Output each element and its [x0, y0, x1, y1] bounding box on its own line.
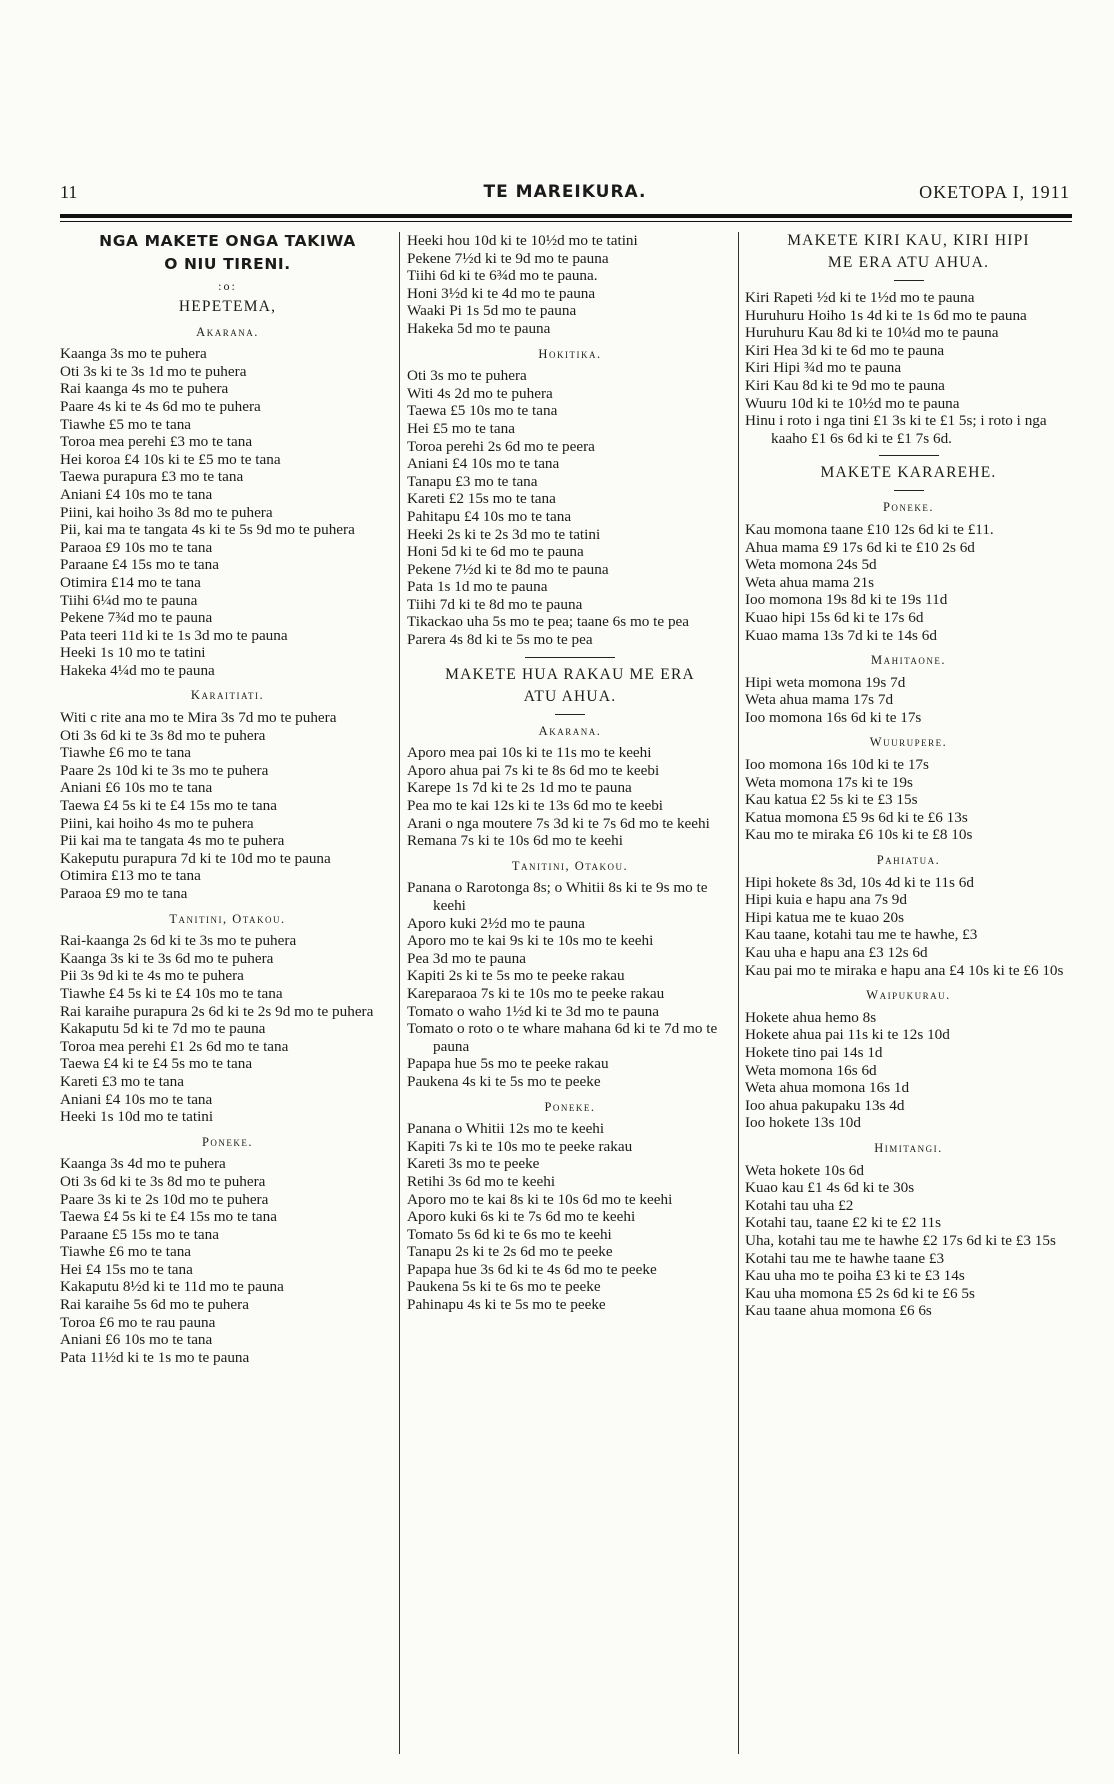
- price-line: Tiihi 7d ki te 8d mo te pauna: [407, 595, 583, 613]
- price-line: Aporo mea pai 10s ki te 11s mo te keehi: [407, 744, 652, 762]
- price-line: Hipi weta momona 19s 7d: [745, 673, 906, 691]
- price-line: Tiihi 6d ki te 6¾d mo te pauna.: [407, 267, 598, 285]
- price-line: Kiri Hipi ¾d mo te pauna: [745, 359, 902, 377]
- price-line: Tiawhe £4 5s ki te £4 10s mo te tana: [60, 984, 283, 1002]
- price-line: Tomato o waho 1½d ki te 3d mo te pauna: [407, 1002, 660, 1020]
- price-line: Piini, kai hoiho 3s 8d mo te puhera: [60, 503, 273, 521]
- price-line: Kareti £2 15s mo te tana: [407, 490, 556, 508]
- price-line: Pea 3d mo te pauna: [407, 949, 526, 967]
- price-line: Huruhuru Kau 8d ki te 10¼d mo te pauna: [745, 324, 999, 342]
- section-heading: O NIU TIRENI.: [164, 255, 291, 273]
- price-line: Weta momona 17s ki te 19s: [745, 773, 913, 791]
- price-line: Rai karaihe purapura 2s 6d ki te 2s 9d mo te puhera: [60, 1002, 374, 1020]
- price-line: Parera 4s 8d ki te 5s mo te pea: [407, 631, 593, 649]
- price-line: Papapa hue 5s mo te peeke rakau: [407, 1055, 609, 1073]
- price-line: Hokete ahua pai 11s ki te 12s 10d: [745, 1026, 950, 1044]
- price-line: Kaanga 3s 4d mo te puhera: [60, 1155, 226, 1173]
- ornament: :o:: [218, 279, 237, 293]
- market-town-title: Karaitiati.: [190, 688, 265, 703]
- market-town-title: Poneke.: [544, 1099, 596, 1114]
- header-rule-thin: [60, 221, 1072, 222]
- separator: [894, 280, 924, 281]
- price-line: Kau taane, kotahi tau me te hawhe, £3: [745, 926, 978, 944]
- price-line: Pata teeri 11d ki te 1s 3d mo te pauna: [60, 626, 288, 644]
- price-line: Tomato 5s 6d ki te 6s mo te keehi: [407, 1225, 612, 1243]
- separator: [879, 455, 939, 456]
- price-line: Otimira £14 mo te tana: [60, 573, 201, 591]
- price-line: Ioo momona 19s 8d ki te 19s 11d: [745, 591, 948, 609]
- price-line: Oti 3s 6d ki te 3s 8d mo te puhera: [60, 726, 266, 744]
- market-section: [745, 852, 1072, 979]
- price-line: Weta ahua momona 16s 1d: [745, 1079, 910, 1097]
- price-line: Weta ahua mama 17s 7d: [745, 691, 894, 709]
- price-line: Kau uha momona £5 2s 6d ki te £6 5s: [745, 1284, 975, 1302]
- price-line: Hipi hokete 8s 3d, 10s 4d ki te 11s 6d: [745, 873, 974, 891]
- price-line: Pekene 7½d ki te 9d mo te pauna: [407, 249, 609, 267]
- price-line: Aniani £4 10s mo te tana: [60, 1090, 213, 1108]
- price-line: Tiawhe £6 mo te tana: [60, 744, 192, 762]
- price-line: Aniani £4 10s mo te tana: [407, 455, 560, 473]
- price-line: Tiawhe £6 mo te tana: [60, 1243, 192, 1261]
- price-line: Ahua mama £9 17s 6d ki te £10 2s 6d: [745, 538, 975, 556]
- price-line: Panana o Rarotonga 8s; o Whitii 8s ki te 9s mo te keehi: [407, 879, 708, 914]
- price-line: Kotahi tau uha £2: [745, 1196, 854, 1214]
- price-line: Tanapu 2s ki te 2s 6d mo te peeke: [407, 1243, 613, 1261]
- price-line: Panana o Whitii 12s mo te keehi: [407, 1120, 605, 1138]
- separator: [525, 657, 615, 658]
- month-subheading: HEPETEMA,: [178, 297, 277, 315]
- price-line: Hinu i roto i nga tini £1 3s ki te £1 5s; i roto i nga kaaho £1 6s 6d ki te £1 7s 6d.: [745, 412, 1047, 447]
- price-line: Kakaputu 5d ki te 7d mo te pauna: [60, 1020, 266, 1038]
- price-line: Kaanga 3s mo te puhera: [60, 345, 207, 363]
- column-1: [60, 232, 395, 1366]
- price-line: Rai kaanga 4s mo te puhera: [60, 380, 229, 398]
- price-line: Toroa mea perehi £1 2s 6d mo te tana: [60, 1037, 289, 1055]
- market-section: [745, 652, 1072, 726]
- price-line: Paraane £5 15s mo te tana: [60, 1225, 219, 1243]
- price-line: Aniani £4 10s mo te tana: [60, 485, 213, 503]
- price-line: Taewa £4 5s ki te £4 15s mo te tana: [60, 797, 277, 815]
- issue-date: OKETOPA I, 1911: [919, 182, 1070, 202]
- section-heading: MAKETE KIRI KAU, KIRI HIPI: [787, 232, 1030, 249]
- column-3: [745, 232, 1072, 1320]
- market-town-title: Hokitika.: [538, 346, 602, 361]
- price-line: Tiihi 6¼d mo te pauna: [60, 591, 198, 609]
- price-line: Kuao kau £1 4s 6d ki te 30s: [745, 1179, 915, 1197]
- price-line: Katua momona £5 9s 6d ki te £6 13s: [745, 808, 968, 826]
- price-line: Heeki 2s ki te 2s 3d mo te tatini: [407, 525, 601, 543]
- price-line: Aporo kuki 6s ki te 7s 6d mo te keehi: [407, 1208, 636, 1226]
- price-line: Tikackao uha 5s mo te pea; taane 6s mo te pea: [407, 613, 690, 631]
- price-list: [407, 232, 733, 338]
- price-line: Pii 3s 9d ki te 4s mo te puhera: [60, 967, 244, 985]
- price-line: Ioo hokete 13s 10d: [745, 1114, 861, 1132]
- section-heading: MAKETE HUA RAKAU ME ERA: [445, 665, 695, 683]
- price-line: Hei £4 15s mo te tana: [60, 1260, 193, 1278]
- market-town-title: Waipukurau.: [866, 988, 951, 1003]
- market-section: [745, 499, 1072, 644]
- price-line: Hokete ahua hemo 8s: [745, 1008, 877, 1026]
- price-line: Pekene 7½d ki te 8d mo te pauna: [407, 560, 609, 578]
- price-line: Kapiti 2s ki te 5s mo te peeke rakau: [407, 967, 625, 985]
- price-line: Pahitapu £4 10s mo te tana: [407, 507, 572, 525]
- price-line: Kau momona taane £10 12s 6d ki te £11.: [745, 520, 994, 538]
- price-line: Pata 11½d ki te 1s mo te pauna: [60, 1348, 250, 1366]
- price-line: Weta ahua mama 21s: [745, 573, 875, 591]
- price-line: Arani o nga moutere 7s 3d ki te 7s 6d mo te keehi: [407, 814, 710, 832]
- separator: [894, 490, 924, 491]
- price-line: Rai-kaanga 2s 6d ki te 3s mo te puhera: [60, 932, 297, 950]
- price-line: Paraoa £9 mo te tana: [60, 885, 188, 902]
- price-line: Pahinapu 4s ki te 5s mo te peeke: [407, 1296, 606, 1314]
- page-number: 11: [60, 182, 78, 202]
- price-line: Kaanga 3s ki te 3s 6d mo te puhera: [60, 949, 274, 967]
- header-rule-thick: [60, 214, 1072, 218]
- section-heading: ATU AHUA.: [523, 687, 617, 705]
- price-line: Tiawhe £5 mo te tana: [60, 415, 192, 433]
- price-line: Oti 3s ki te 3s 1d mo te puhera: [60, 362, 247, 380]
- price-line: Kareti 3s mo te peeke: [407, 1155, 540, 1173]
- price-line: Hei koroa £4 10s ki te £5 mo te tana: [60, 450, 281, 468]
- price-line: Kau mo te miraka £6 10s ki te £8 10s: [745, 826, 973, 844]
- market-section: [407, 1099, 733, 1314]
- market-section: [407, 723, 733, 850]
- market-section: [407, 346, 733, 649]
- market-town-title: Tanitini, Otakou.: [169, 911, 286, 926]
- price-line: Aporo mo te kai 9s ki te 10s mo te keehi: [407, 932, 654, 950]
- price-line: Taewa £4 ki te £4 5s mo te tana: [60, 1055, 253, 1073]
- column-divider: [399, 232, 400, 1754]
- price-line: Kau uha e hapu ana £3 12s 6d: [745, 944, 928, 961]
- market-town-title: Poneke.: [882, 500, 935, 515]
- market-section: [745, 1140, 1072, 1320]
- price-line: Karepe 1s 7d ki te 2s 1d mo te pauna: [407, 779, 632, 797]
- price-line: Paare 2s 10d ki te 3s mo te puhera: [60, 761, 269, 779]
- price-line: Weta hokete 10s 6d: [745, 1161, 864, 1179]
- price-line: Retihi 3s 6d mo te keehi: [407, 1172, 556, 1190]
- price-line: Ioo momona 16s 6d ki te 17s: [745, 708, 922, 726]
- price-line: Remana 7s ki te 10s 6d mo te keehi: [407, 832, 623, 850]
- price-line: Toroa mea perehi £3 mo te tana: [60, 433, 253, 451]
- price-line: Witi c rite ana mo te Mira 3s 7d mo te puhera: [60, 709, 337, 727]
- price-line: Paare 4s ki te 4s 6d mo te puhera: [60, 397, 261, 415]
- price-line: Weta momona 24s 5d: [745, 556, 877, 574]
- page-header: [60, 182, 1070, 208]
- price-line: Kiri Kau 8d ki te 9d mo te pauna: [745, 376, 945, 394]
- price-line: Huruhuru Hoiho 1s 4d ki te 1s 6d mo te pauna: [745, 306, 1027, 324]
- price-line: Taewa £5 10s mo te tana: [407, 402, 558, 420]
- market-town-title: Tanitini, Otakou.: [511, 858, 629, 873]
- price-line: Toroa £6 mo te rau pauna: [60, 1313, 216, 1331]
- market-town-title: Akarana.: [196, 324, 259, 339]
- price-line: Kau taane ahua momona £6 6s: [745, 1302, 932, 1320]
- price-line: Witi 4s 2d mo te puhera: [407, 384, 553, 402]
- price-line: Kiri Rapeti ½d ki te 1½d mo te pauna: [745, 289, 975, 306]
- price-list: [745, 289, 1072, 447]
- masthead-title: TE MAREIKURA.: [483, 182, 647, 202]
- price-line: Hei £5 mo te tana: [407, 419, 515, 437]
- price-line: Heeki 1s 10 mo te tatini: [60, 644, 206, 662]
- price-line: Paukena 5s ki te 6s mo te peeke: [407, 1278, 601, 1296]
- price-line: Kapiti 7s ki te 10s mo te peeke rakau: [407, 1137, 633, 1155]
- price-line: Hipi kuia e hapu ana 7s 9d: [745, 891, 907, 909]
- price-line: Heeki 1s 10d mo te tatini: [60, 1108, 214, 1126]
- price-line: Otimira £13 mo te tana: [60, 867, 201, 885]
- price-line: Paraoa £9 10s mo te tana: [60, 538, 213, 556]
- price-line: Hokete tino pai 14s 1d: [745, 1043, 883, 1061]
- price-line: Kiri Hea 3d ki te 6d mo te pauna: [745, 341, 945, 359]
- market-town-title: Poneke.: [201, 1134, 254, 1149]
- market-town-title: Akarana.: [538, 723, 602, 738]
- section-heading: MAKETE KARAREHE.: [820, 464, 997, 482]
- section-heading: NGA MAKETE ONGA TAKIWA: [99, 232, 356, 250]
- price-line: Taewa purapura £3 mo te tana: [60, 468, 244, 486]
- price-line: Kau pai mo te miraka e hapu ana £4 10s ki te £6 10s: [745, 961, 1064, 979]
- price-line: Wuuru 10d ki te 10½d mo te pauna: [745, 394, 960, 412]
- market-sections: [60, 324, 395, 1367]
- price-line: Honi 3½d ki te 4d mo te pauna: [407, 284, 596, 302]
- market-town-title: Mahitaone.: [870, 653, 946, 668]
- price-line: Tanapu £3 mo te tana: [407, 472, 538, 490]
- price-line: Aniani £6 10s mo te tana: [60, 1331, 213, 1349]
- market-town-title: Pahiatua.: [876, 853, 941, 868]
- price-line: Aniani £6 10s mo te tana: [60, 779, 213, 797]
- price-line: Kau uha mo te poiha £3 ki te £3 14s: [745, 1267, 965, 1285]
- price-line: Pea mo te kai 12s ki te 13s 6d mo te keebi: [407, 797, 664, 815]
- column-2: [407, 232, 733, 1314]
- price-line: Toroa perehi 2s 6d mo te peera: [407, 437, 595, 455]
- separator: [555, 714, 585, 715]
- price-line: Kareparaoa 7s ki te 10s mo te peeke rakau: [407, 984, 665, 1002]
- price-line: Paukena 4s ki te 5s mo te peeke: [407, 1072, 601, 1090]
- price-line: Tomato o roto o te whare mahana 6d ki te 7d mo te pauna: [407, 1020, 718, 1055]
- price-line: Kareti £3 mo te tana: [60, 1072, 184, 1090]
- price-line: Kakeputu purapura 7d ki te 10d mo te pauna: [60, 849, 331, 867]
- price-line: Taewa £4 5s ki te £4 15s mo te tana: [60, 1208, 277, 1226]
- price-line: Paraane £4 15s mo te tana: [60, 556, 219, 574]
- price-line: Hakeka 4¼d mo te pauna: [60, 661, 215, 679]
- price-line: Kuao hipi 15s 6d ki te 17s 6d: [745, 608, 924, 626]
- price-line: Uha, kotahi tau me te hawhe £2 17s 6d ki te £3 15s: [745, 1231, 1056, 1249]
- section-heading: ME ERA ATU AHUA.: [827, 254, 990, 271]
- price-line: Hakeka 5d mo te pauna: [407, 319, 551, 337]
- column-divider: [738, 232, 739, 1754]
- price-line: Kotahi tau me te hawhe taane £3: [745, 1249, 945, 1267]
- price-line: Hipi katua me te kuao 20s: [745, 908, 905, 926]
- price-line: Rai karaihe 5s 6d mo te puhera: [60, 1296, 249, 1314]
- price-line: Piini, kai hoiho 4s mo te puhera: [60, 814, 254, 832]
- market-town-title: Himitangi.: [874, 1140, 943, 1155]
- price-line: Oti 3s 6d ki te 3s 8d mo te puhera: [60, 1172, 266, 1190]
- market-section: [745, 987, 1072, 1132]
- price-line: Kuao mama 13s 7d ki te 14s 6d: [745, 626, 937, 644]
- price-line: Kau katua £2 5s ki te £3 15s: [745, 791, 918, 809]
- price-line: Pata 1s 1d mo te pauna: [407, 578, 548, 596]
- price-line: Ioo momona 16s 10d ki te 17s: [745, 756, 929, 774]
- price-line: Aporo ahua pai 7s ki te 8s 6d mo te keebi: [407, 761, 660, 779]
- price-line: Paare 3s ki te 2s 10d mo te puhera: [60, 1190, 269, 1208]
- price-line: Honi 5d ki te 6d mo te pauna: [407, 543, 584, 561]
- market-town-title: Wuurupere.: [869, 735, 948, 750]
- price-line: Ioo ahua pakupaku 13s 4d: [745, 1096, 905, 1114]
- price-line: Heeki hou 10d ki te 10½d mo te tatini: [407, 232, 638, 249]
- price-line: Kotahi tau, taane £2 ki te £2 11s: [745, 1214, 941, 1232]
- price-line: Waaki Pi 1s 5d mo te pauna: [407, 302, 577, 320]
- price-line: Pii kai ma te tangata 4s mo te puhera: [60, 832, 285, 850]
- price-line: Pii, kai ma te tangata 4s ki te 5s 9d mo te puhera: [60, 521, 355, 539]
- price-line: Oti 3s mo te puhera: [407, 367, 527, 385]
- price-line: Papapa hue 3s 6d ki te 4s 6d mo te peeke: [407, 1260, 657, 1278]
- price-line: Aporo kuki 2½d mo te pauna: [407, 914, 586, 932]
- price-line: Pekene 7¾d mo te pauna: [60, 609, 213, 627]
- market-section: [745, 734, 1072, 844]
- price-line: Aporo mo te kai 8s ki te 10s 6d mo te keehi: [407, 1190, 673, 1208]
- market-section: [407, 858, 733, 1091]
- price-line: Kakaputu 8½d ki te 11d mo te pauna: [60, 1278, 284, 1296]
- price-line: Weta momona 16s 6d: [745, 1061, 877, 1079]
